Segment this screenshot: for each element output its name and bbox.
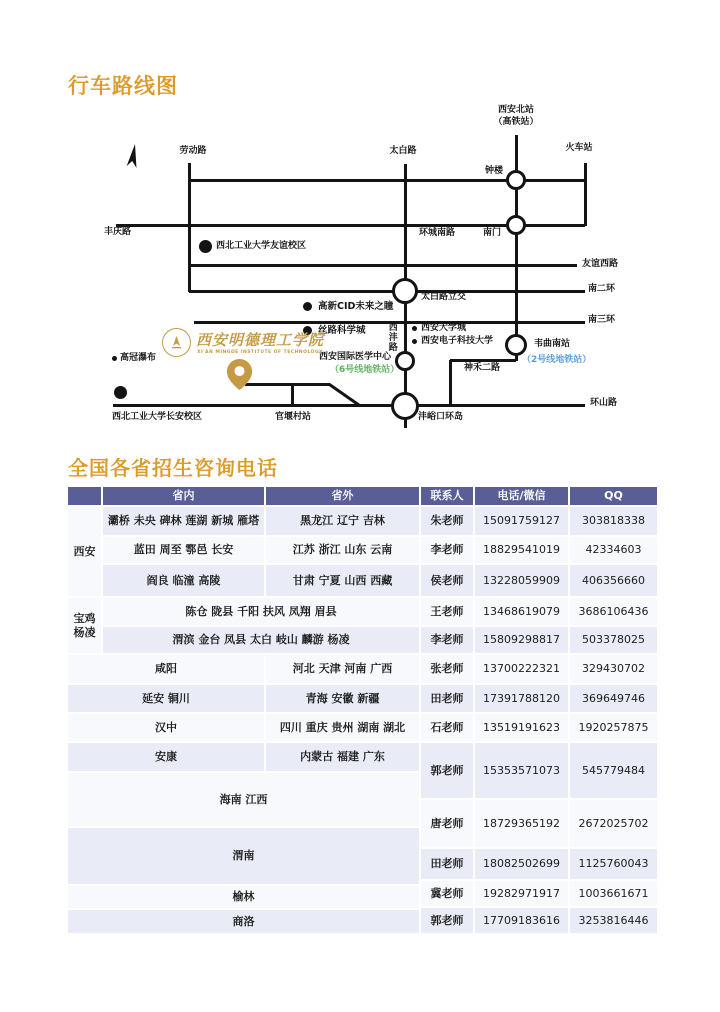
table-row (103, 507, 419, 535)
label-huanshanlu: 环山路 (590, 398, 618, 408)
contact-row (421, 627, 657, 653)
table-row (68, 743, 419, 771)
label-youyixilu: 友谊西路 (582, 259, 619, 269)
table-body (68, 507, 657, 933)
cell-contact-name: 王老师 (421, 598, 473, 625)
phone-table (68, 487, 657, 933)
group-cell-xian: 西安 (68, 507, 101, 596)
label-fengqinglu: 丰庆路 (104, 227, 132, 237)
label-line2-metro: （2号线地铁站） (522, 355, 592, 365)
cell-contact-name: 李老师 (421, 627, 473, 653)
table-row (103, 598, 419, 625)
contact-row (421, 908, 657, 933)
cell-contact-name: 田老师 (421, 685, 473, 712)
road-guanyancun-tick (291, 384, 294, 405)
label-taibailu: 太白路 (389, 146, 417, 156)
group-yangling: 杨凌 (73, 625, 96, 639)
table-row (68, 886, 419, 908)
cell-shengwai: 青海 安徽 新疆 (266, 685, 419, 712)
label-huochezhan: 火车站 (565, 143, 593, 153)
cell-merged-region: 渭南 (68, 828, 419, 884)
cell-phone: 18082502699 (475, 849, 568, 879)
cell-contact-name: 侯老师 (421, 565, 473, 596)
table-title: 全国各省招生咨询电话 (68, 456, 278, 480)
road-laodonglu (188, 163, 191, 292)
label-xidian: 西安电子科技大学 (421, 336, 494, 346)
label-npu-changan: 西北工业大学长安校区 (112, 412, 203, 422)
cell-phone: 13700222321 (475, 655, 568, 683)
cell-phone: 15353571073 (475, 743, 568, 798)
label-line6-metro: （6号线地铁站） (330, 365, 400, 375)
station-zhonglou-node (506, 170, 526, 190)
cell-contact-name: 石老师 (421, 714, 473, 741)
label-gaoguan: 高冠瀑布 (120, 353, 157, 363)
cell-qq: 2672025702 (570, 800, 657, 847)
cell-contact-name: 郭老师 (421, 743, 473, 798)
cell-qq: 303818338 (570, 507, 657, 535)
header-lianxiren: 联系人 (421, 487, 473, 505)
cell-shengwai: 黑龙江 辽宁 吉林 (266, 507, 419, 535)
map-title: 行车路线图 (68, 74, 178, 98)
label-guanyancun: 官堰村站 (274, 412, 312, 422)
cell-contact-name: 张老师 (421, 655, 473, 683)
cell-contact-name: 唐老师 (421, 800, 473, 847)
road-metro-line2 (515, 135, 518, 361)
cell-shengnei: 咸阳 (68, 655, 264, 683)
table-left-columns (68, 507, 419, 933)
cell-shengnei: 灞桥 未央 碑林 莲湖 新城 雁塔 (103, 507, 264, 535)
label-taibai-interchange: 太白路立交 (421, 292, 467, 302)
route-map (0, 0, 720, 445)
cell-qq: 1003661671 (570, 881, 657, 906)
cell-contact-name: 李老师 (421, 537, 473, 563)
station-weiqunan-node (505, 334, 527, 356)
cell-phone: 17391788120 (475, 685, 568, 712)
cell-shengnei: 阎良 临潼 高陵 (103, 565, 264, 596)
school-logo-cn: 西安明德理工学院 (196, 331, 325, 349)
cell-shengwai: 江苏 浙江 山东 云南 (266, 537, 419, 563)
cell-contact-name: 郭老师 (421, 908, 473, 933)
school-seal-icon (162, 328, 191, 357)
table-row (103, 537, 419, 563)
cell-qq: 406356660 (570, 565, 657, 596)
contact-row (421, 881, 657, 906)
table-row (68, 714, 419, 741)
cell-contact-name: 冀老师 (421, 881, 473, 906)
cell-merged-districts: 陈仓 陇县 千阳 扶风 凤翔 眉县 (103, 598, 419, 625)
header-phone: 电话/微信 (475, 487, 568, 505)
cell-phone: 18829541019 (475, 537, 568, 563)
label-xianbei-station: 西安北站 (497, 105, 535, 115)
contact-row (421, 685, 657, 712)
station-nanmen-node (506, 215, 526, 235)
label-zhonglou: 钟楼 (484, 166, 503, 176)
poi-dot-gaoxincid (303, 302, 312, 311)
cell-shengnei: 延安 铜川 (68, 685, 264, 712)
group-baoji: 宝鸡 (73, 612, 96, 626)
poi-dot-npu-youyi (199, 240, 212, 253)
cell-qq: 369649746 (570, 685, 657, 712)
label-nanmen: 南门 (482, 228, 501, 238)
cell-merged-region: 商洛 (68, 910, 419, 933)
cell-merged-region: 榆林 (68, 886, 419, 908)
station-taibai-interchange-node (392, 278, 418, 304)
cell-phone: 15809298817 (475, 627, 568, 653)
label-shenheerlu: 神禾二路 (464, 363, 501, 373)
road-shenhe-connector (449, 360, 452, 406)
cell-qq: 3253816446 (570, 908, 657, 933)
label-medcenter: 西安国际医学中心 (318, 352, 391, 362)
cell-phone: 13519191623 (475, 714, 568, 741)
contact-row (421, 655, 657, 683)
station-fengyukou-node (391, 392, 419, 420)
label-gaoxincid: 高新CID未来之瞳 (318, 301, 394, 312)
cell-qq: 1920257875 (570, 714, 657, 741)
road-second-ring-south (189, 290, 585, 293)
label-xifenglu: 西沣路 (386, 322, 397, 352)
table-row (68, 685, 419, 712)
cell-qq: 3686106436 (570, 598, 657, 625)
location-pin-icon (226, 359, 253, 390)
header-group-spacer (68, 487, 101, 505)
cell-qq: 545779484 (570, 743, 657, 798)
contact-row (421, 800, 657, 847)
contact-row (421, 537, 657, 563)
cell-qq: 1125760043 (570, 849, 657, 879)
cell-phone: 15091759127 (475, 507, 568, 535)
label-nansanhuan: 南三环 (588, 315, 616, 325)
label-weiqunanzhan: 韦曲南站 (534, 339, 571, 349)
road-shenhe-2nd (450, 359, 516, 362)
cell-phone: 13228059909 (475, 565, 568, 596)
compass-north-icon (126, 144, 142, 170)
label-xianbei-station-sub: （高铁站） (493, 117, 539, 127)
label-fengyukou: 沣峪口环岛 (418, 412, 464, 422)
road-huanshan (113, 404, 585, 407)
cell-shengnei: 蓝田 周至 鄠邑 长安 (103, 537, 264, 563)
cell-phone: 18729365192 (475, 800, 568, 847)
cell-qq: 42334603 (570, 537, 657, 563)
cell-qq: 503378025 (570, 627, 657, 653)
road-youyi-west (189, 264, 577, 267)
cell-shengwai: 甘肃 宁夏 山西 西藏 (266, 565, 419, 596)
poi-dot-npu-changan (114, 386, 127, 399)
table-row (68, 773, 419, 826)
label-laodonglu: 劳动路 (179, 146, 207, 156)
cell-merged-region: 海南 江西 (68, 773, 419, 826)
contact-row (421, 849, 657, 879)
contact-row (421, 714, 657, 741)
table-header-row (68, 487, 657, 505)
cell-shengwai: 内蒙古 福建 广东 (266, 743, 419, 771)
contact-row (421, 598, 657, 625)
cell-shengwai: 河北 天津 河南 广西 (266, 655, 419, 683)
school-logo-en: XI'AN MINGDE INSTITUTE OF TECHNOLOGY (197, 350, 323, 355)
cell-phone: 17709183616 (475, 908, 568, 933)
cell-shengnei: 汉中 (68, 714, 264, 741)
road-railway-station (584, 163, 587, 226)
poi-dot-daxuecheng (412, 326, 417, 331)
table-row (103, 565, 419, 596)
cell-contact-name: 田老师 (421, 849, 473, 879)
cell-qq: 329430702 (570, 655, 657, 683)
header-shengnei: 省内 (103, 487, 264, 505)
cell-shengnei: 安康 (68, 743, 264, 771)
cell-phone: 19282971917 (475, 881, 568, 906)
cell-shengwai: 四川 重庆 贵州 湖南 湖北 (266, 714, 419, 741)
label-siluke: 丝路科学城 (318, 325, 366, 336)
poi-dot-xidian (412, 339, 417, 344)
table-row (103, 627, 419, 653)
header-qq: QQ (570, 487, 657, 505)
poi-dot-gaoguan (112, 356, 117, 361)
label-huanchengnanlu: 环城南路 (418, 228, 456, 238)
contact-row (421, 507, 657, 535)
cell-merged-districts: 渭滨 金台 凤县 太白 岐山 麟游 杨凌 (103, 627, 419, 653)
table-row (68, 655, 419, 683)
cell-contact-name: 朱老师 (421, 507, 473, 535)
label-npu-youyi: 西北工业大学友谊校区 (216, 241, 307, 251)
contact-row (421, 565, 657, 596)
road-campus-access (245, 383, 330, 386)
cell-phone: 13468619079 (475, 598, 568, 625)
group-cell-baoji-yangling (68, 598, 101, 653)
label-nanerhuan: 南二环 (588, 284, 616, 294)
header-shengwai: 省外 (266, 487, 419, 505)
table-row (68, 910, 419, 933)
table-right-columns (421, 507, 657, 933)
contact-row (421, 743, 657, 798)
table-row (68, 828, 419, 884)
label-daxuecheng: 西安大学城 (421, 323, 467, 333)
